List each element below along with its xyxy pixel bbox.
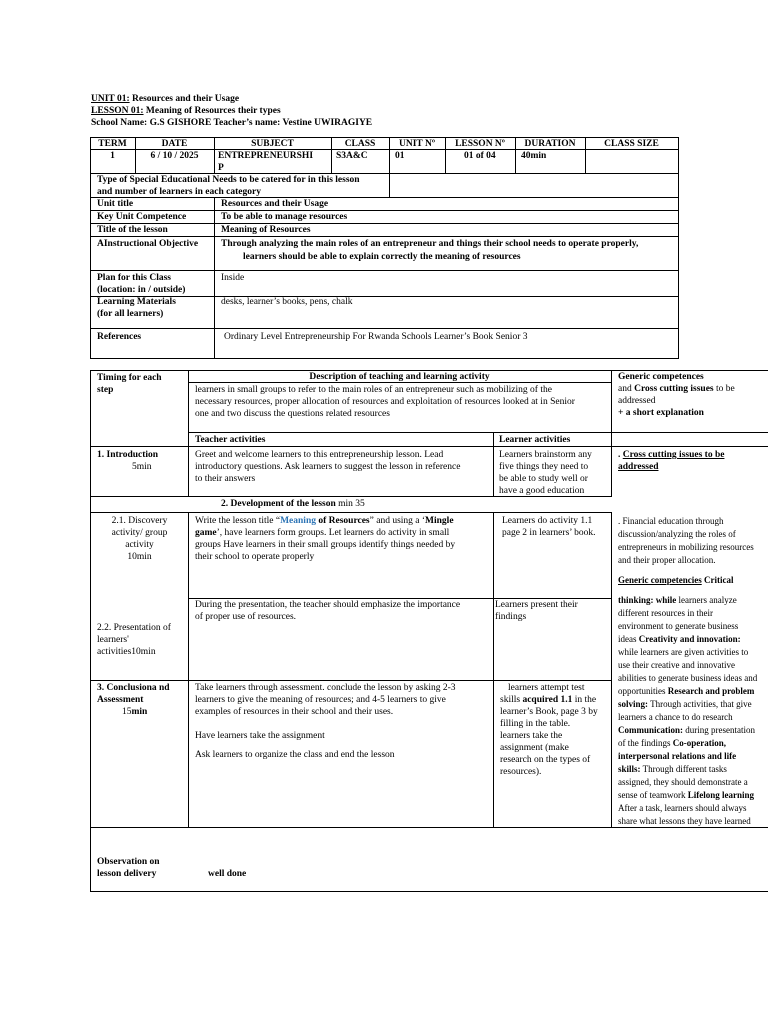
col-unit: UNIT Nº [399,139,435,149]
presentation-label: 2.2. Presentation of learners' activities10min [97,623,171,657]
term-value: 1 [110,151,115,161]
intro-learner-activity: Learners brainstorm any five things they need to be able to study well or have a good education [499,450,592,496]
objective-value-1: Through analyzing the main roles of an entrepreneur and things their school needs to operate properly, [221,239,639,249]
timing-header: Timing for each step [97,373,162,395]
lesson-value: 01 of 04 [464,151,496,161]
presentation-teacher-activity: During the presentation, the teacher should emphasize the importance of proper use of resources. [195,600,461,622]
plan-value: Inside [221,273,245,283]
observation-value: well done [208,869,247,879]
learner-activities-header: Learner activities [499,435,571,445]
unit-title-label: Unit title [97,199,134,209]
description-header: Description of teaching and learning activity [309,372,490,382]
cross-cutting-issues: . Cross cutting issues to be addressed [618,450,725,472]
col-date: DATE [161,139,188,149]
sen-label: Type of Special Educational Needs to be catered for in this lesson and number of learners in each category [97,175,360,197]
subject-value: ENTREPRENEURSHI [218,151,314,161]
description-text: learners in small groups to refer to the main roles of an entrepreneur such as mobilizing of the necessary resources, proper allocation of resources and exploitation of resources looked at in Senior one and two discuss the questions related resources [195,385,575,419]
objective-label: AInstructional Objective [97,239,199,249]
duration-value: 40min [521,151,547,161]
intro-label: 1. Introduction [97,450,159,460]
lesson-line: LESSON 01: Meaning of Resources their types [91,106,281,116]
conclusion-label: 3. Conclusiona nd Assessment 15min [97,683,170,717]
plan-label: Plan for this Class (location: in / outside) [97,273,186,295]
col-duration: DURATION [524,139,576,149]
discovery-label: 2.1. Discovery activity/ group activity 10min [111,516,168,562]
col-class: CLASS [344,139,376,149]
objective-value-2: learners should be able to explain correctly the meaning of resources [243,252,521,262]
subject-value-wrap: P [218,163,224,173]
class-value: S3A&C [336,151,368,161]
intro-teacher-activity: Greet and welcome learners to this entrepreneurship lesson. Lead introductory questions. Ask learners to suggest the lesson in reference to their answers [195,450,461,484]
unit-line: UNIT 01: Resources and their Usage [91,94,240,104]
date-value: 6 / 10 / 2025 [150,151,199,161]
key-competence-label: Key Unit Competence [97,212,187,222]
conclusion-learner-activity: learners attempt test skills acquired 1.1 in the learner’s Book, page 3 by filling in the table. learners take the assignment (make research on the types of resources). [500,683,598,777]
development-header: 2. Development of the lesson min 35 [221,499,365,509]
discovery-teacher-activity: Write the lesson title “Meaning of Resources” and using a ‘Mingle game’, have learners form groups. Let learners do activity in small groups Have learners in their small groups identify things needed by their school to operate properly [195,516,456,562]
intro-time: 5min [132,462,152,472]
teacher-activities-header: Teacher activities [195,435,266,445]
unit-value: 01 [395,151,405,161]
observation-label: Observation on lesson delivery [97,857,160,879]
presentation-learner-activity: Learners present their findings [495,600,578,622]
references-value: Ordinary Level Entrepreneurship For Rwanda Schools Learner’s Book Senior 3 [224,332,528,342]
col-lesson: LESSON Nº [455,139,505,149]
lesson-title-label: Title of the lesson [97,225,168,235]
col-class-size: CLASS SIZE [604,139,659,149]
school-line: School Name: G.S GISHORE Teacher’s name: Vestine UWIRAGIYE [91,118,373,128]
lesson-title-value: Meaning of Resources [221,225,311,235]
key-competence-value: To be able to manage resources [221,212,348,222]
references-label: References [97,332,142,342]
materials-label: Learning Materials (for all learners) [97,297,176,319]
generic-competences-text: . Financial education through discussion/analyzing the roles of entrepreneurs in mobilizing resources and their proper allocation. Generic competencies Critical thinking: while learners analyze different resources in their environment to generate business ideas Creativity and innovation: while learners are given activities to use their creative and innovative abilities to generate business ideas and opportunities Research and problem solving: Through activities, that give learners a chance to do research Communication: during presentation of the findings Co-operation, interpersonal relations and life skills: Through different tasks assigned, they should demonstrate a sense of teamwork Lifelong learning After a task, learners should always share what lessons they have learned [618,516,758,826]
generic-competences-header: Generic competences and Cross cutting issues to be addressed + a short explanation [618,372,735,418]
discovery-learner-activity: Learners do activity 1.1 page 2 in learners’ book. [502,516,596,538]
materials-value: desks, learner’s books, pens, chalk [221,297,353,307]
conclusion-teacher-activity: Take learners through assessment. conclude the lesson by asking 2-3 learners to give the meaning of resources; and 4-5 learners to give examples of resources in their school and their uses. Have learners take the assignment Ask learners to organize the class and end the lesson [195,683,456,760]
col-term: TERM [98,139,127,149]
unit-title-value: Resources and their Usage [221,199,329,209]
col-subject: SUBJECT [251,139,294,149]
